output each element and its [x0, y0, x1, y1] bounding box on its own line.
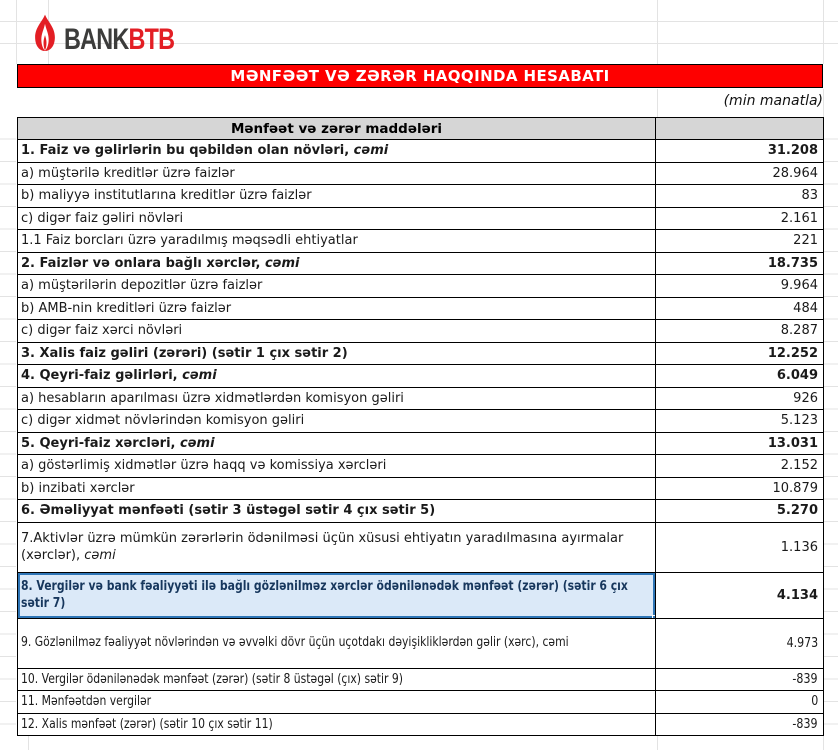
row-label-cell[interactable]: a) müştərilə kreditlər üzrə faizlər: [18, 162, 656, 185]
table-row: [18, 500, 824, 523]
table-row: [18, 252, 824, 275]
table-row: [18, 713, 824, 736]
table-row: [18, 162, 824, 185]
row-value-cell[interactable]: 4.973: [656, 618, 824, 668]
row-value-cell[interactable]: -839: [656, 668, 824, 691]
row-value-cell[interactable]: 926: [656, 387, 824, 410]
table-row: [18, 618, 824, 668]
row-label-italic-suffix: cəmi: [84, 548, 116, 563]
row-label-italic-suffix: cəmi: [353, 143, 389, 159]
profit-loss-table: [17, 117, 824, 736]
items-column-header[interactable]: Mənfəət və zərər maddələri: [18, 118, 656, 140]
row-label-cell[interactable]: 12. Xalis mənfəət (zərər) (sətir 10 çıx sətir 11): [18, 713, 656, 736]
row-label-cell-selected[interactable]: 8. Vergilər və bank fəaliyyəti ilə bağlı gözlənilməz xərclər ödənilənədək mənfəət (zərər) (sətir 6 çıx sətir 7): [18, 572, 656, 618]
units-note: (min manatla): [723, 93, 823, 109]
row-label-cell[interactable]: b) maliyyə institutlarına kreditlər üzrə faizlər: [18, 185, 656, 208]
table-row: [18, 297, 824, 320]
table-row: [18, 342, 824, 365]
gridline-margin-right: [824, 117, 838, 729]
table-row: [18, 207, 824, 230]
row-label-cell[interactable]: 5. Qeyri-faiz xərcləri, cəmi: [18, 432, 656, 455]
row-value-cell[interactable]: 18.735: [656, 252, 824, 275]
table-row: [18, 320, 824, 343]
gridline: [823, 89, 824, 117]
report-title: MƏNFƏƏT VƏ ZƏRƏR HAQQINDA HESABATI: [230, 67, 610, 85]
row-label-cell[interactable]: 9. Gözlənilməz fəaliyyət növlərindən və əvvəlki dövr üçün uçotdakı dəyişikliklərdən gəlir (xərc), cəmi: [18, 618, 656, 668]
values-column-header[interactable]: [656, 118, 824, 140]
row-label-cell[interactable]: a) göstərlimiş xidmətlər üzrə haqq və komissiya xərcləri: [18, 455, 656, 478]
row-label-cell[interactable]: a) hesabların aparılması üzrə xidmətlərdən komisyon gəliri: [18, 387, 656, 410]
gridline: [823, 0, 824, 64]
row-label-cell[interactable]: 4. Qeyri-faiz gəlirləri, cəmi: [18, 365, 656, 388]
gridline-margin-left: [0, 117, 16, 729]
row-label-cell[interactable]: 3. Xalis faiz gəliri (zərəri) (sətir 1 çıx sətir 2): [18, 342, 656, 365]
gridline: [657, 0, 658, 64]
row-value-cell[interactable]: 5.270: [656, 500, 824, 523]
table-row: [18, 275, 824, 298]
row-value-cell[interactable]: 1.136: [656, 522, 824, 572]
table-row: [18, 410, 824, 433]
row-value-cell[interactable]: 2.152: [656, 455, 824, 478]
row-value-cell[interactable]: 6.049: [656, 365, 824, 388]
gridline: [16, 0, 17, 64]
row-label-cell[interactable]: 10. Vergilər ödənilənədək mənfəət (zərər) (sətir 8 üstəgəl (çıx) sətir 9): [18, 668, 656, 691]
row-label-cell[interactable]: b) AMB-nin kreditləri üzrə faizlər: [18, 297, 656, 320]
row-label-cell[interactable]: 1.1 Faiz borcları üzrə yaradılmış məqsədli ehtiyatlar: [18, 230, 656, 253]
row-value-cell[interactable]: 484: [656, 297, 824, 320]
row-label-cell[interactable]: 1. Faiz və gəlirlərin bu qəbildən olan növləri, cəmi: [18, 140, 656, 163]
table-row: [18, 140, 824, 163]
row-label-cell[interactable]: c) digər faiz gəliri növləri: [18, 207, 656, 230]
row-value-cell[interactable]: -839: [656, 713, 824, 736]
table-row: [18, 691, 824, 714]
table-row: [18, 668, 824, 691]
table-row: [18, 477, 824, 500]
table-row: [18, 365, 824, 388]
row-label-cell[interactable]: a) müştərilərin depozitlər üzrə faizlər: [18, 275, 656, 298]
row-value-cell[interactable]: 8.287: [656, 320, 824, 343]
row-value-cell[interactable]: 5.123: [656, 410, 824, 433]
row-label-cell[interactable]: 2. Faizlər və onlara bağlı xərclər, cəmi: [18, 252, 656, 275]
report-title-banner: [17, 64, 823, 88]
row-label-italic-suffix: cəmi: [180, 435, 215, 451]
table-row: [18, 185, 824, 208]
row-label-cell[interactable]: b) inzibati xərclər: [18, 477, 656, 500]
row-label-cell[interactable]: c) digər xidmət növlərindən komisyon gəliri: [18, 410, 656, 433]
selection-fill-handle[interactable]: [652, 615, 656, 619]
logo-bank-word: BANK: [64, 23, 129, 56]
row-value-cell[interactable]: 4.134: [656, 572, 824, 618]
row-value-cell[interactable]: 9.964: [656, 275, 824, 298]
row-value-cell[interactable]: 13.031: [656, 432, 824, 455]
table-row: [18, 455, 824, 478]
bank-logo-text: [64, 25, 174, 55]
row-value-cell[interactable]: 0: [656, 691, 824, 714]
row-value-cell[interactable]: 2.161: [656, 207, 824, 230]
row-value-cell[interactable]: 83: [656, 185, 824, 208]
row-label-cell[interactable]: 7.Aktivlər üzrə mümkün zərərlərin ödənilməsi üçün xüsusi ehtiyatın yaradılmasına ayırmalar (xərclər), cəmi: [18, 522, 656, 572]
table-row: [18, 432, 824, 455]
row-label-cell[interactable]: c) digər faiz xərci növləri: [18, 320, 656, 343]
row-value-cell[interactable]: 10.879: [656, 477, 824, 500]
logo-btb-word: BTB: [128, 23, 175, 56]
row-label-italic-suffix: cəmi: [182, 368, 217, 384]
row-label-cell[interactable]: 6. Əməliyyat mənfəəti (sətir 3 üstəgəl sətir 4 çıx sətir 5): [18, 500, 656, 523]
table-header-row: [18, 118, 824, 140]
table-row: [18, 230, 824, 253]
flame-icon: [33, 9, 57, 57]
table-row: [18, 572, 824, 618]
row-value-cell[interactable]: 31.208: [656, 140, 824, 163]
row-value-cell[interactable]: 28.964: [656, 162, 824, 185]
bank-logo: [33, 9, 205, 57]
row-value-cell[interactable]: 12.252: [656, 342, 824, 365]
row-label-cell[interactable]: 11. Mənfəətdən vergilər: [18, 691, 656, 714]
row-label-italic-suffix: cəmi: [264, 255, 300, 271]
row-value-cell[interactable]: 221: [656, 230, 824, 253]
table-row: [18, 387, 824, 410]
table-row: [18, 522, 824, 572]
